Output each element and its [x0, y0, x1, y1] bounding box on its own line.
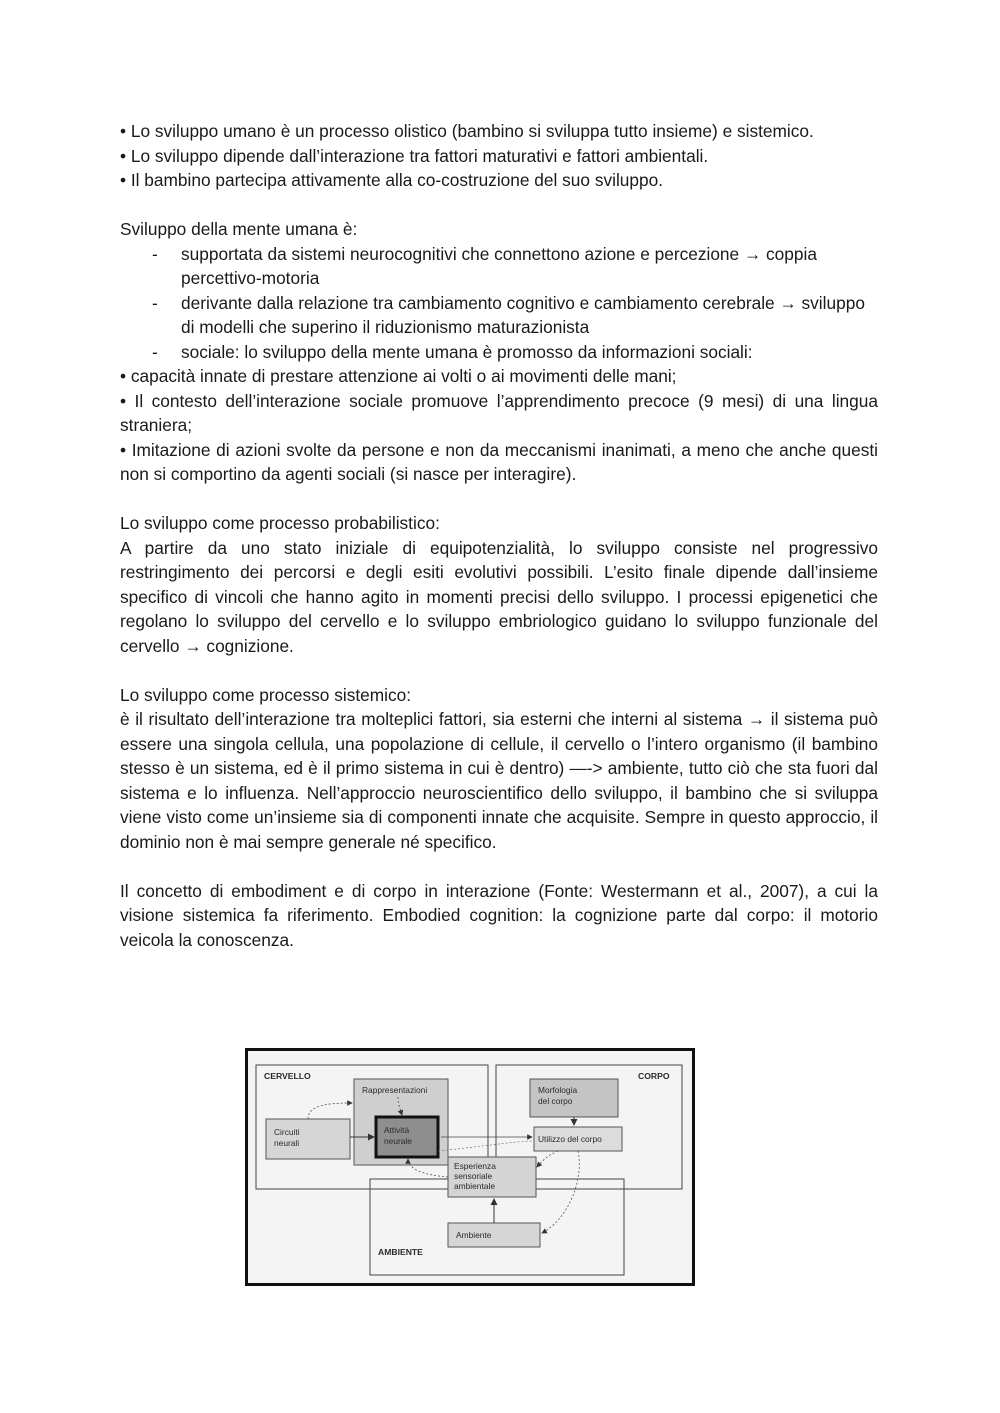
- intro-bullet-1: • Lo sviluppo umano è un processo olistico (bambino si sviluppa tutto insieme) e sistemico.: [120, 121, 814, 141]
- dotted-link: [438, 1141, 532, 1151]
- arrow-utilizzo-ambiente: [542, 1151, 579, 1233]
- document-body: [120, 119, 878, 952]
- attivita-label-1: Attività: [384, 1125, 410, 1135]
- mente-bullet-1: • capacità innate di prestare attenzione ai volti o ai movimenti delle mani;: [120, 366, 677, 386]
- dash-marker: -: [152, 341, 158, 362]
- sistemico-heading: Lo sviluppo come processo sistemico:: [120, 684, 412, 705]
- esperienza-label-1: Esperienza: [454, 1161, 496, 1171]
- ambiente-label: AMBIENTE: [378, 1247, 423, 1257]
- ambiente-box-label: Ambiente: [456, 1230, 492, 1240]
- mente-item-3: - sociale: lo sviluppo della mente umana è promosso da informazioni sociali:: [120, 340, 878, 365]
- morfologia-label-1: Morfologia: [538, 1085, 578, 1095]
- cervello-label: CERVELLO: [264, 1071, 311, 1081]
- dash-marker: -: [152, 292, 158, 313]
- mente-item-2: - derivante dalla relazione tra cambiamento cognitivo e cambiamento cerebrale → sviluppo di modelli che superino il riduzionismo maturazionista: [152, 292, 865, 337]
- mente-item-1: - supportata da sistemi neurocognitivi che connettono azione e percezione → coppia percettivo-motoria: [152, 243, 817, 288]
- esperienza-label-3: ambientale: [454, 1181, 495, 1191]
- attivita-label-2: neurale: [384, 1136, 412, 1146]
- morfologia-label-2: del corpo: [538, 1096, 573, 1106]
- esperienza-label-2: sensoriale: [454, 1171, 493, 1181]
- arrow-utilizzo-esperienza: [537, 1151, 558, 1167]
- rappresentazioni-label: Rappresentazioni: [362, 1085, 428, 1095]
- embodiment-diagram: [245, 1048, 695, 1286]
- circuiti-label-2: neurali: [274, 1138, 300, 1148]
- utilizzo-label: Utilizzo del corpo: [538, 1134, 602, 1144]
- mente-dash-list: [120, 242, 878, 365]
- mente-bullet-3: • Imitazione di azioni svolte da persone e non da meccanismi inanimati, a meno che anche questi non si comportino da agenti sociali (si nasce per interagire).: [120, 439, 878, 484]
- dash-marker: -: [152, 243, 158, 264]
- mente-bullet-2: • Il contesto dell’interazione sociale promuove l’apprendimento precoce (9 mesi) di una lingua straniera;: [120, 390, 878, 435]
- mente-heading: Sviluppo della mente umana è:: [120, 219, 358, 239]
- embodiment-paragraph: Il concetto di embodiment e di corpo in interazione (Fonte: Westermann et al., 2007), a cui la visione sistemica fa riferimento. Embodied cognition: la cognizione parte dal corpo: il motorio veicola la conoscenza.: [120, 880, 878, 950]
- arrow-circuiti-rappresentazioni: [308, 1103, 352, 1119]
- circuiti-label-1: Circuiti: [274, 1127, 300, 1137]
- intro-bullet-2: • Lo sviluppo dipende dall’interazione tra fattori maturativi e fattori ambientali.: [120, 145, 709, 166]
- diagram-svg: [248, 1051, 692, 1283]
- probabilistico-body: A partire da uno stato iniziale di equipotenzialità, lo sviluppo consiste nel progressivo restringimento dei percorsi e degli esiti evolutivi possibili. L’esito finale dipende dall’insieme specifico di vincoli che hanno agito in momenti precisi dello sviluppo. I processi epigenetici che regolano lo sviluppo del cervello e lo sviluppo embriologico guidano lo sviluppo funzionale del cervello → cognizione.: [120, 537, 878, 656]
- intro-bullet-3: • Il bambino partecipa attivamente alla co-costruzione del suo sviluppo.: [120, 170, 664, 190]
- sistemico-body: è il risultato dell’interazione tra molteplici fattori, sia esterni che interni al sistema → il sistema può essere una singola cellula, una popolazione di cellule, il cervello o l’intero organismo (il bambino stesso è un sistema, ed è il primo sistema in cui è dentro) —-> ambiente, tutto ciò che sta fuori dal sistema e lo influenza. Nell’approccio neuroscientifico dello sviluppo, il bambino che si sviluppa viene visto come un’insieme sia di componenti innate che acquisite. Sempre in questo approccio, il dominio non è mai sempre generale né specifico.: [120, 709, 878, 852]
- corpo-label: CORPO: [638, 1071, 670, 1081]
- probabilistico-heading: Lo sviluppo come processo probabilistico:: [120, 513, 440, 533]
